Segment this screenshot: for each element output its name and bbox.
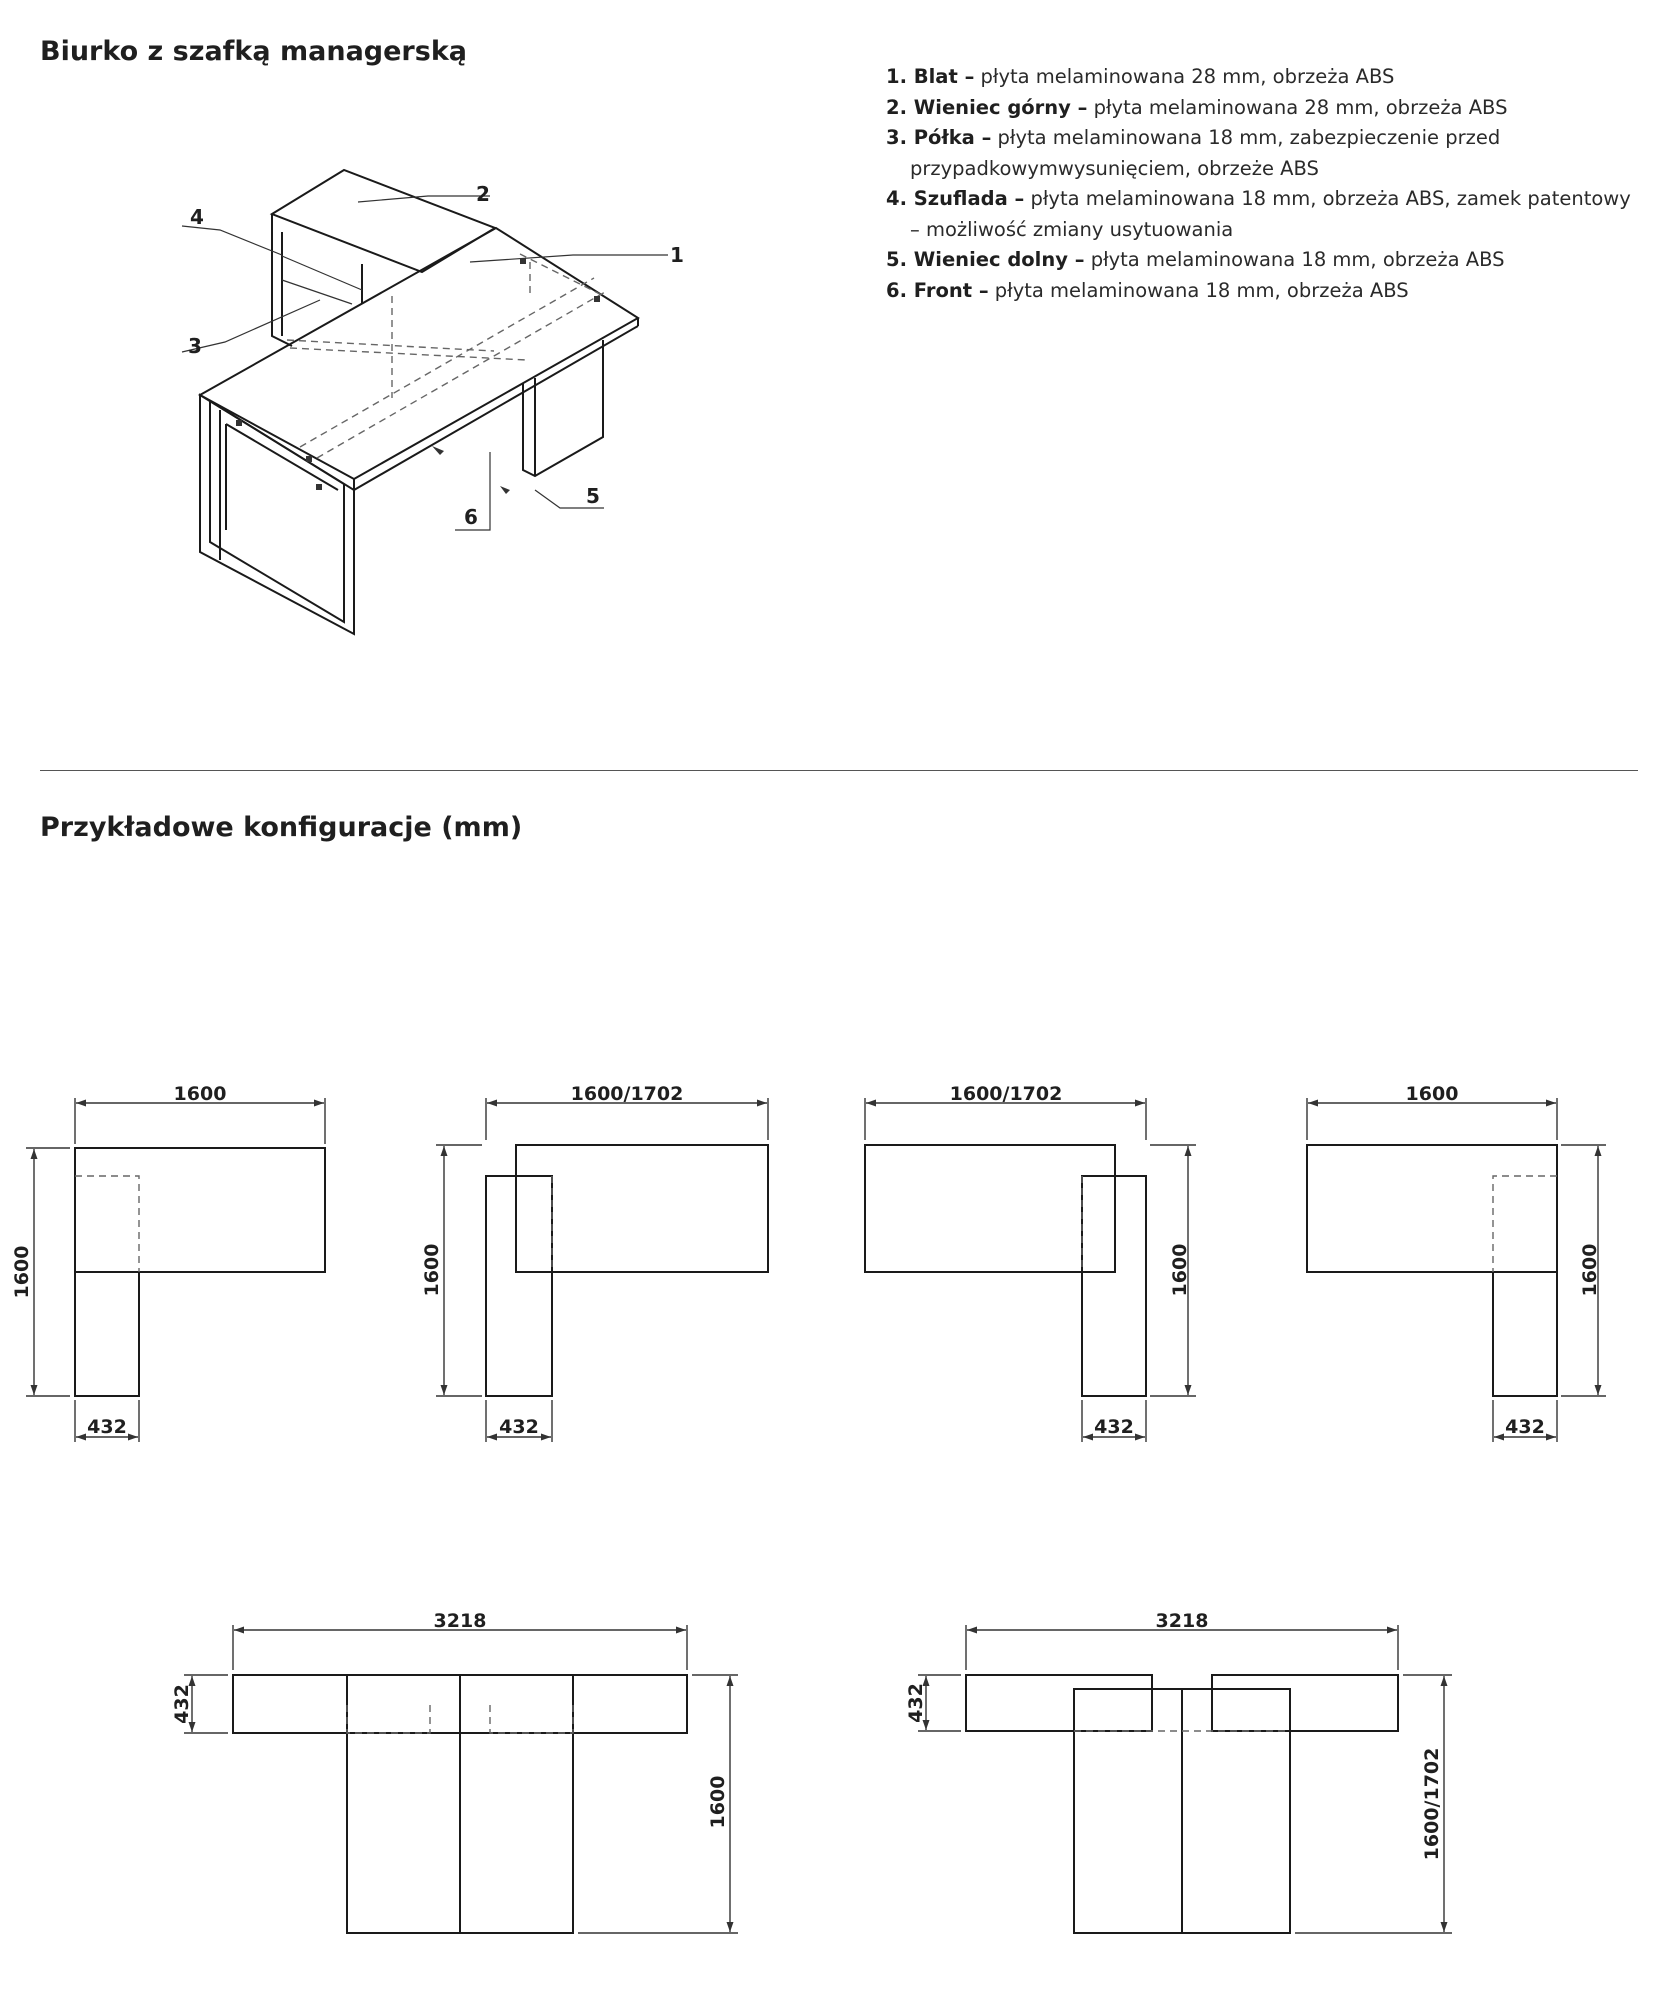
callout-line-3 <box>182 300 320 352</box>
desktop-top <box>200 228 638 479</box>
config-diagram-4 <box>1307 1083 1606 1442</box>
part-label: 6. Front – <box>886 278 989 302</box>
callout-6: 6 <box>464 505 478 529</box>
cabinet-top <box>272 170 495 272</box>
part-label: 4. Szuflada – <box>886 187 1025 210</box>
config-5-cabinet: 432 <box>171 1684 193 1724</box>
section-title-desk: Biurko z szafką managerską <box>40 36 467 67</box>
section-title-configurations: Przykładowe konfiguracje (mm) <box>40 812 523 843</box>
isometric-desk-drawing <box>182 170 684 634</box>
part-desc: płyta melaminowana 18 mm, obrzeża ABS <box>1084 248 1505 271</box>
part-desc: płyta melaminowana 18 mm, zabezpieczenie przed przypadkowymwysunięciem, obrzeże ABS <box>910 126 1501 180</box>
config-1-depth: 1600 <box>11 1245 33 1299</box>
config-1-cabinet: 432 <box>87 1416 127 1438</box>
part-desc: płyta melaminowana 28 mm, obrzeża ABS <box>974 65 1395 88</box>
callout-3: 3 <box>188 334 202 358</box>
part-label: 1. Blat – <box>886 65 975 88</box>
config-4-depth: 1600 <box>1579 1243 1601 1297</box>
config-diagram-5 <box>171 1610 738 1933</box>
config-2-width: 1600/1702 <box>570 1083 684 1105</box>
frame-leg <box>200 395 354 634</box>
config-3-depth: 1600 <box>1169 1243 1191 1297</box>
config-4-width: 1600 <box>1405 1083 1459 1105</box>
callout-4: 4 <box>190 205 204 229</box>
config-6-cabinet: 432 <box>905 1683 927 1723</box>
config-diagram-3 <box>865 1083 1196 1442</box>
callout-1: 1 <box>670 243 684 267</box>
callout-2: 2 <box>476 182 490 206</box>
config-2-depth: 1600 <box>421 1243 443 1297</box>
config-2-cabinet: 432 <box>499 1416 539 1438</box>
config-diagram-2 <box>421 1083 768 1442</box>
config-6-depth: 1600/1702 <box>1421 1747 1443 1861</box>
config-6-width: 3218 <box>1155 1610 1209 1632</box>
config-4-cabinet: 432 <box>1505 1416 1545 1438</box>
config-diagram-6 <box>905 1610 1452 1933</box>
part-label: 3. Półka – <box>886 126 992 149</box>
part-desc: płyta melaminowana 18 mm, obrzeża ABS <box>988 278 1409 302</box>
config-1-width: 1600 <box>173 1083 227 1105</box>
callout-line-4 <box>182 226 282 255</box>
config-5-depth: 1600 <box>707 1775 729 1829</box>
config-5-width: 3218 <box>433 1610 487 1632</box>
part-label: 5. Wieniec dolny – <box>886 248 1085 271</box>
part-label: 2. Wieniec górny – <box>886 95 1088 119</box>
part-desc: płyta melaminowana 28 mm, obrzeża ABS <box>1087 95 1508 119</box>
callout-line-1 <box>470 255 668 262</box>
config-3-cabinet: 432 <box>1094 1416 1134 1438</box>
config-diagram-1 <box>11 1083 325 1442</box>
callout-5: 5 <box>586 484 600 508</box>
part-desc: płyta melaminowana 18 mm, obrzeża ABS, zamek patentowy – możliwość zmiany usytuowania <box>910 187 1631 241</box>
config-3-width: 1600/1702 <box>949 1083 1063 1105</box>
